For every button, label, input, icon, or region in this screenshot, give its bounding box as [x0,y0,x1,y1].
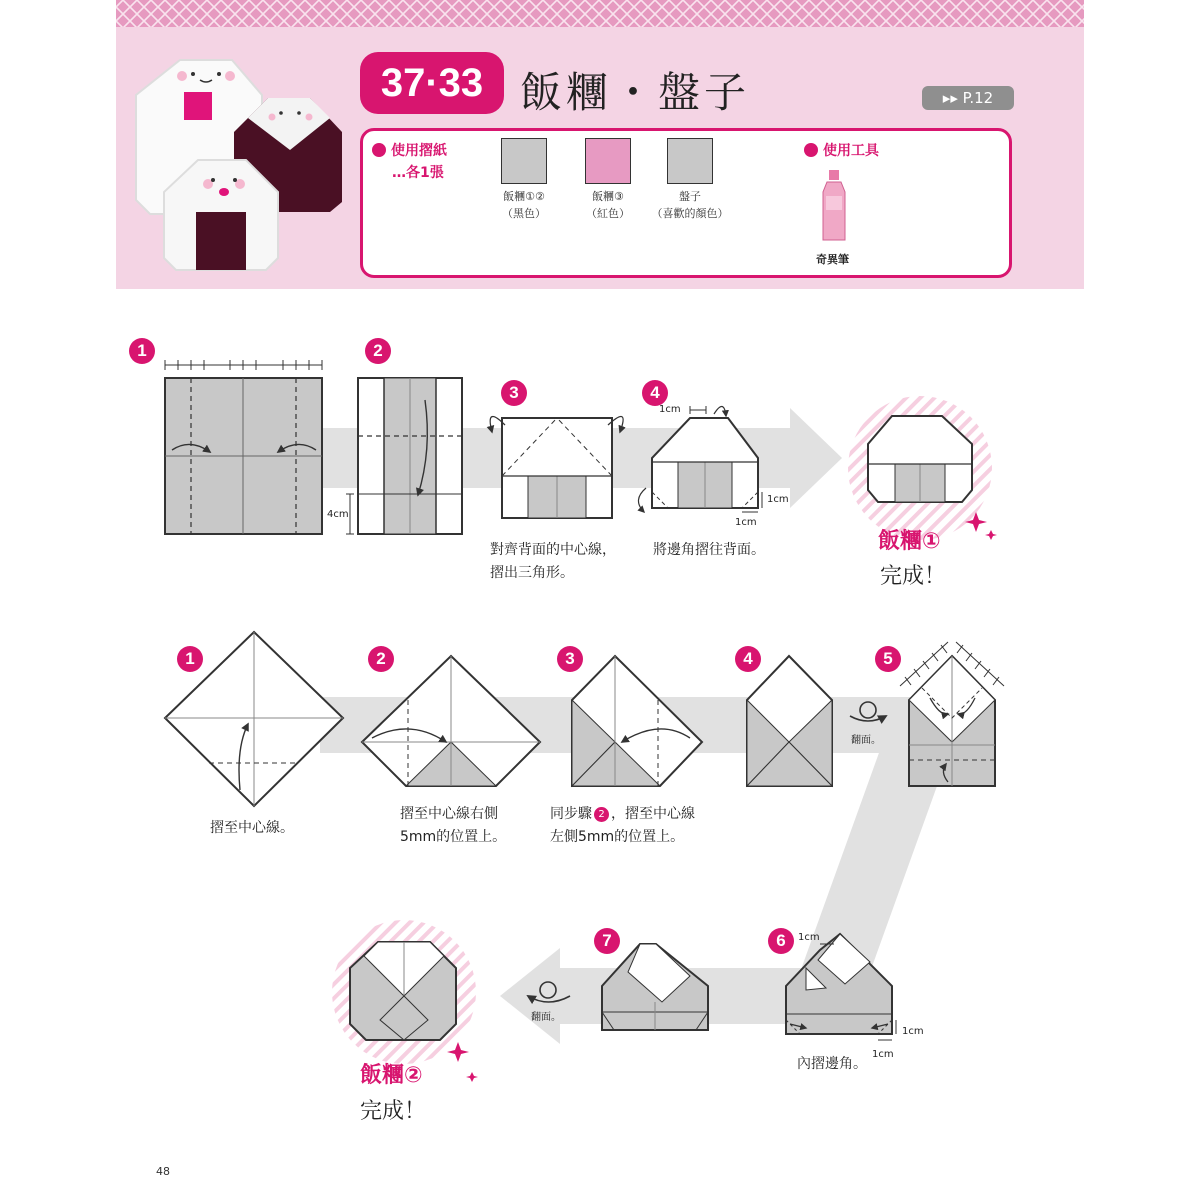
swatch-label: 盤子 （喜歡的顏色） [651,190,729,220]
swatch-label: 飯糰①② （黑色） [502,190,546,220]
instruction-text: 摺至中心線右側 5mm的位置上。 [400,806,507,845]
page-title: 飯糰・盤子 [520,68,751,117]
step-badge: 2 [365,338,391,364]
step-badge: 6 [768,928,794,954]
measure-label: 1cm [872,1049,894,1060]
model-number-badge: 37·33 [360,52,504,114]
s1-step4-diagram [638,406,762,512]
instruction-text: 將邊角摺往背面。 [653,542,765,558]
step-badge: 2 [368,646,394,672]
page-ref-link[interactable]: ▸▸ P.12 [922,86,1014,110]
step-ref-badge: 2 [594,807,609,822]
swatch-label: 飯糰③ （紅色） [586,190,630,220]
instruction-text: 對齊背面的中心線， 摺出三角形。 [490,542,616,581]
s2-step2-diagram [362,656,540,786]
s2-step7-diagram [602,944,708,1030]
s2-step6-diagram [786,934,896,1040]
measure-label: 1cm [767,494,789,505]
instruction-text: 內摺邊角。 [797,1056,867,1072]
paper-qty: …各1張 [392,165,444,181]
completed-name: 飯糰① [878,529,941,554]
tool-label: 使用工具 [804,140,879,160]
s1-step1-diagram [165,360,322,534]
instruction-text: 同步驟 2 ，摺至中心線 左側5mm的位置上。 [550,806,695,845]
s1-done-diagram [848,396,997,540]
step-badge: 1 [177,646,203,672]
step-badge: 3 [501,380,527,406]
s2-step4-diagram [747,656,832,786]
step-badge: 4 [735,646,761,672]
flip-label: 翻面。 [531,1012,561,1023]
step-badge: 3 [557,646,583,672]
measure-label: 1cm [902,1026,924,1037]
tool-name: 奇異筆 [816,253,849,266]
instruction-text: 摺至中心線。 [210,820,294,836]
s2-step5-diagram [900,642,1004,786]
s1-step2-diagram [346,378,462,534]
measure-label: 1cm [798,932,820,943]
step-badge: 5 [875,646,901,672]
step-badge: 4 [642,380,668,406]
page-number: 48 [156,1165,170,1178]
step-badge: 1 [129,338,155,364]
step-badge: 7 [594,928,620,954]
measure-label: 1cm [735,517,757,528]
measure-label: 4cm [327,509,349,520]
s1-step3-diagram [490,416,623,518]
completed-name: 飯糰② [360,1063,423,1088]
flip-label: 翻面。 [851,735,881,746]
completed-text: 完成！ [880,564,947,589]
completed-text: 完成！ [360,1099,427,1124]
measure-label: 1cm [659,404,681,415]
paper-label: 使用摺紙 [372,140,447,160]
